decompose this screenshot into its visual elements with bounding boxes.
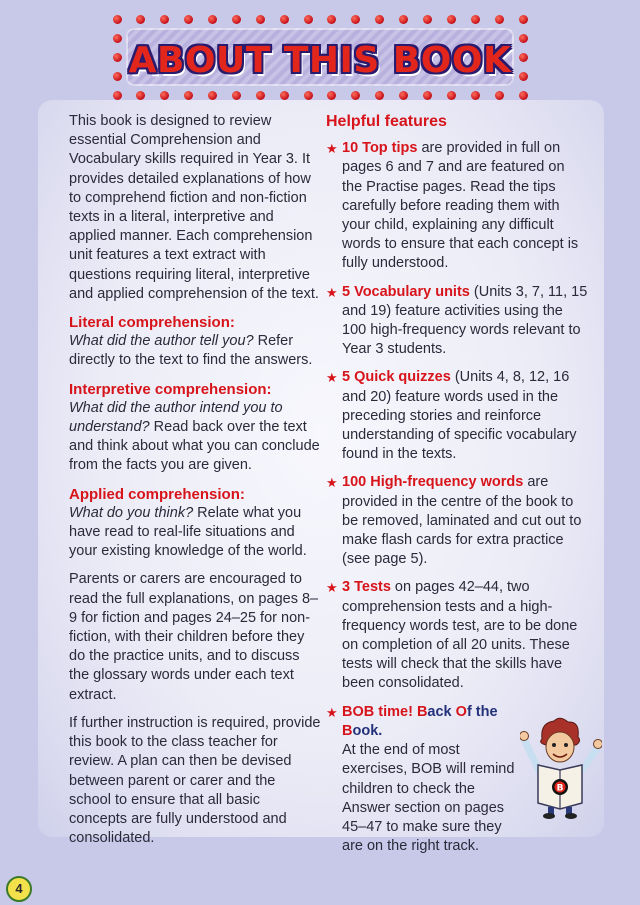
- banner-dot: [471, 91, 480, 100]
- banner-dot: [136, 91, 145, 100]
- further-paragraph: If further instruction is required, provide this book to the class teacher for review. A plan can then be devised between parent or carer and the school to ensure that all basic concepts are fully understood and consolidated.: [69, 714, 321, 847]
- applied-section: [69, 485, 321, 562]
- bob-word-ack: ack: [427, 703, 456, 720]
- title-banner: [112, 14, 528, 100]
- star-icon: ★: [326, 475, 338, 491]
- applied-text: Relate what you have read to real-life situations and your existing knowledge of the world.: [69, 504, 307, 560]
- literal-heading: Literal comprehension:: [69, 314, 235, 332]
- feature-label: 5 Vocabulary units: [342, 283, 470, 300]
- star-icon: ★: [326, 284, 338, 300]
- star-icon: ★: [326, 704, 338, 720]
- banner-dot: [447, 91, 456, 100]
- banner-dot: [399, 15, 408, 24]
- feature-text: (Units 3, 7, 11, 15 and 19) feature activities using the 100 high-frequency words relevant to Year 3 students.: [342, 283, 588, 358]
- star-icon: ★: [326, 141, 338, 157]
- banner-dot: [351, 91, 360, 100]
- feature-label: 10 Top tips: [342, 140, 418, 157]
- bob-label: BOB time!: [342, 703, 413, 720]
- banner-dot: [160, 91, 169, 100]
- banner-dot: [327, 91, 336, 100]
- applied-question: What do you think?: [69, 504, 194, 521]
- banner-dot: [160, 15, 169, 24]
- bob-letter-o: O: [455, 703, 467, 720]
- feature-item-vocabulary: [326, 283, 588, 360]
- banner-dot: [280, 91, 289, 100]
- feature-item-high-frequency: [326, 473, 588, 569]
- banner-dot: [495, 91, 504, 100]
- feature-text: on pages 42–44, two comprehension tests and a high-frequency words test, are to be done on completion of all 20 units. These tests will check that the skills have been consolidated.: [342, 579, 578, 692]
- interpretive-text: Read back over the text and think about what you can conclude from the facts you are given.: [69, 419, 320, 474]
- page-title: ABOUT THIS BOOK: [128, 40, 512, 81]
- page-number: 4: [6, 876, 32, 902]
- literal-question: What did the author tell you?: [69, 333, 254, 350]
- feature-label: 5 Quick quizzes: [342, 369, 451, 386]
- banner-dot: [256, 91, 265, 100]
- banner-dot: [495, 15, 504, 24]
- banner-dot: [304, 91, 313, 100]
- bob-letter-b: B: [416, 703, 428, 720]
- literal-text: Refer directly to the text to find the answers.: [69, 333, 313, 369]
- feature-text: are provided in the centre of the book to be removed, laminated and cut out to make flash cards for extra practice (see page 5).: [342, 474, 582, 568]
- left-column: [69, 112, 321, 857]
- feature-text: are provided in full on pages 6 and 7 and are featured on the Practise pages. Read the tips carefully before reading them with your child, explaining any difficult words to ensure that each concept is fully understood.: [342, 140, 579, 272]
- banner-dot: [136, 15, 145, 24]
- banner-dot: [232, 91, 241, 100]
- banner-dot: [304, 15, 313, 24]
- banner-dot: [113, 15, 122, 24]
- banner-dot: [375, 15, 384, 24]
- star-icon: ★: [326, 580, 338, 596]
- bob-character-icon: [520, 717, 602, 819]
- feature-item-tests: [326, 578, 588, 693]
- bob-letter-b2: B: [342, 722, 353, 739]
- literal-section: [69, 313, 321, 371]
- bob-word-f-the: f the: [466, 703, 498, 720]
- feature-text: (Units 4, 8, 12, 16 and 20) feature words used in the preceding stories and reinforce understanding of specific vocabulary found in the texts.: [342, 369, 577, 463]
- banner-dot: [208, 15, 217, 24]
- bob-text: At the end of most exercises, BOB will remind children to check the Answer section on pages 45–47 to make sure they are on the right track.: [342, 742, 515, 855]
- feature-label: 100 High-frequency words: [342, 474, 524, 491]
- banner-dot: [423, 15, 432, 24]
- parents-paragraph: Parents or carers are encouraged to read the full explanations, on pages 8–9 for fiction and pages 24–25 for non-fiction, with their children before they do the practice units, and to discuss the glossary words under each text extract.: [69, 571, 319, 703]
- feature-item-bob: [326, 703, 526, 857]
- feature-label: 3 Tests: [342, 579, 391, 596]
- banner-dot: [113, 91, 122, 100]
- banner-dot: [208, 91, 217, 100]
- banner-dot: [399, 91, 408, 100]
- banner-dot: [256, 15, 265, 24]
- banner-dot: [232, 15, 241, 24]
- bob-badge-letter: B: [556, 783, 564, 794]
- banner-dot: [519, 91, 528, 100]
- banner-dot: [280, 15, 289, 24]
- banner-dot: [184, 91, 193, 100]
- interpretive-question: What did the author intend you to understand?: [69, 399, 283, 436]
- banner-dot: [447, 15, 456, 24]
- banner-dot: [519, 15, 528, 24]
- banner-dot: [327, 15, 336, 24]
- applied-heading: Applied comprehension:: [69, 485, 245, 503]
- banner-dot: [471, 15, 480, 24]
- interpretive-section: [69, 380, 321, 476]
- feature-item-quizzes: [326, 368, 588, 464]
- features-heading: Helpful features: [326, 113, 447, 130]
- intro-paragraph: This book is designed to review essential Comprehension and Vocabulary skills required in Year 3. It provides detailed explanations of how to comprehend fiction and non-fiction texts in a literal, interpretive and applied manner. Each comprehension unit features a text extract with questions requiring literal, interpretive and applied comprehension of the text.: [69, 113, 319, 302]
- bob-word-ook: ook.: [352, 722, 383, 739]
- banner-dot: [423, 91, 432, 100]
- star-icon: ★: [326, 370, 338, 386]
- banner-dot: [351, 15, 360, 24]
- banner-dot: [184, 15, 193, 24]
- banner-dot: [375, 91, 384, 100]
- interpretive-heading: Interpretive comprehension:: [69, 380, 272, 398]
- feature-item-top-tips: [326, 139, 588, 273]
